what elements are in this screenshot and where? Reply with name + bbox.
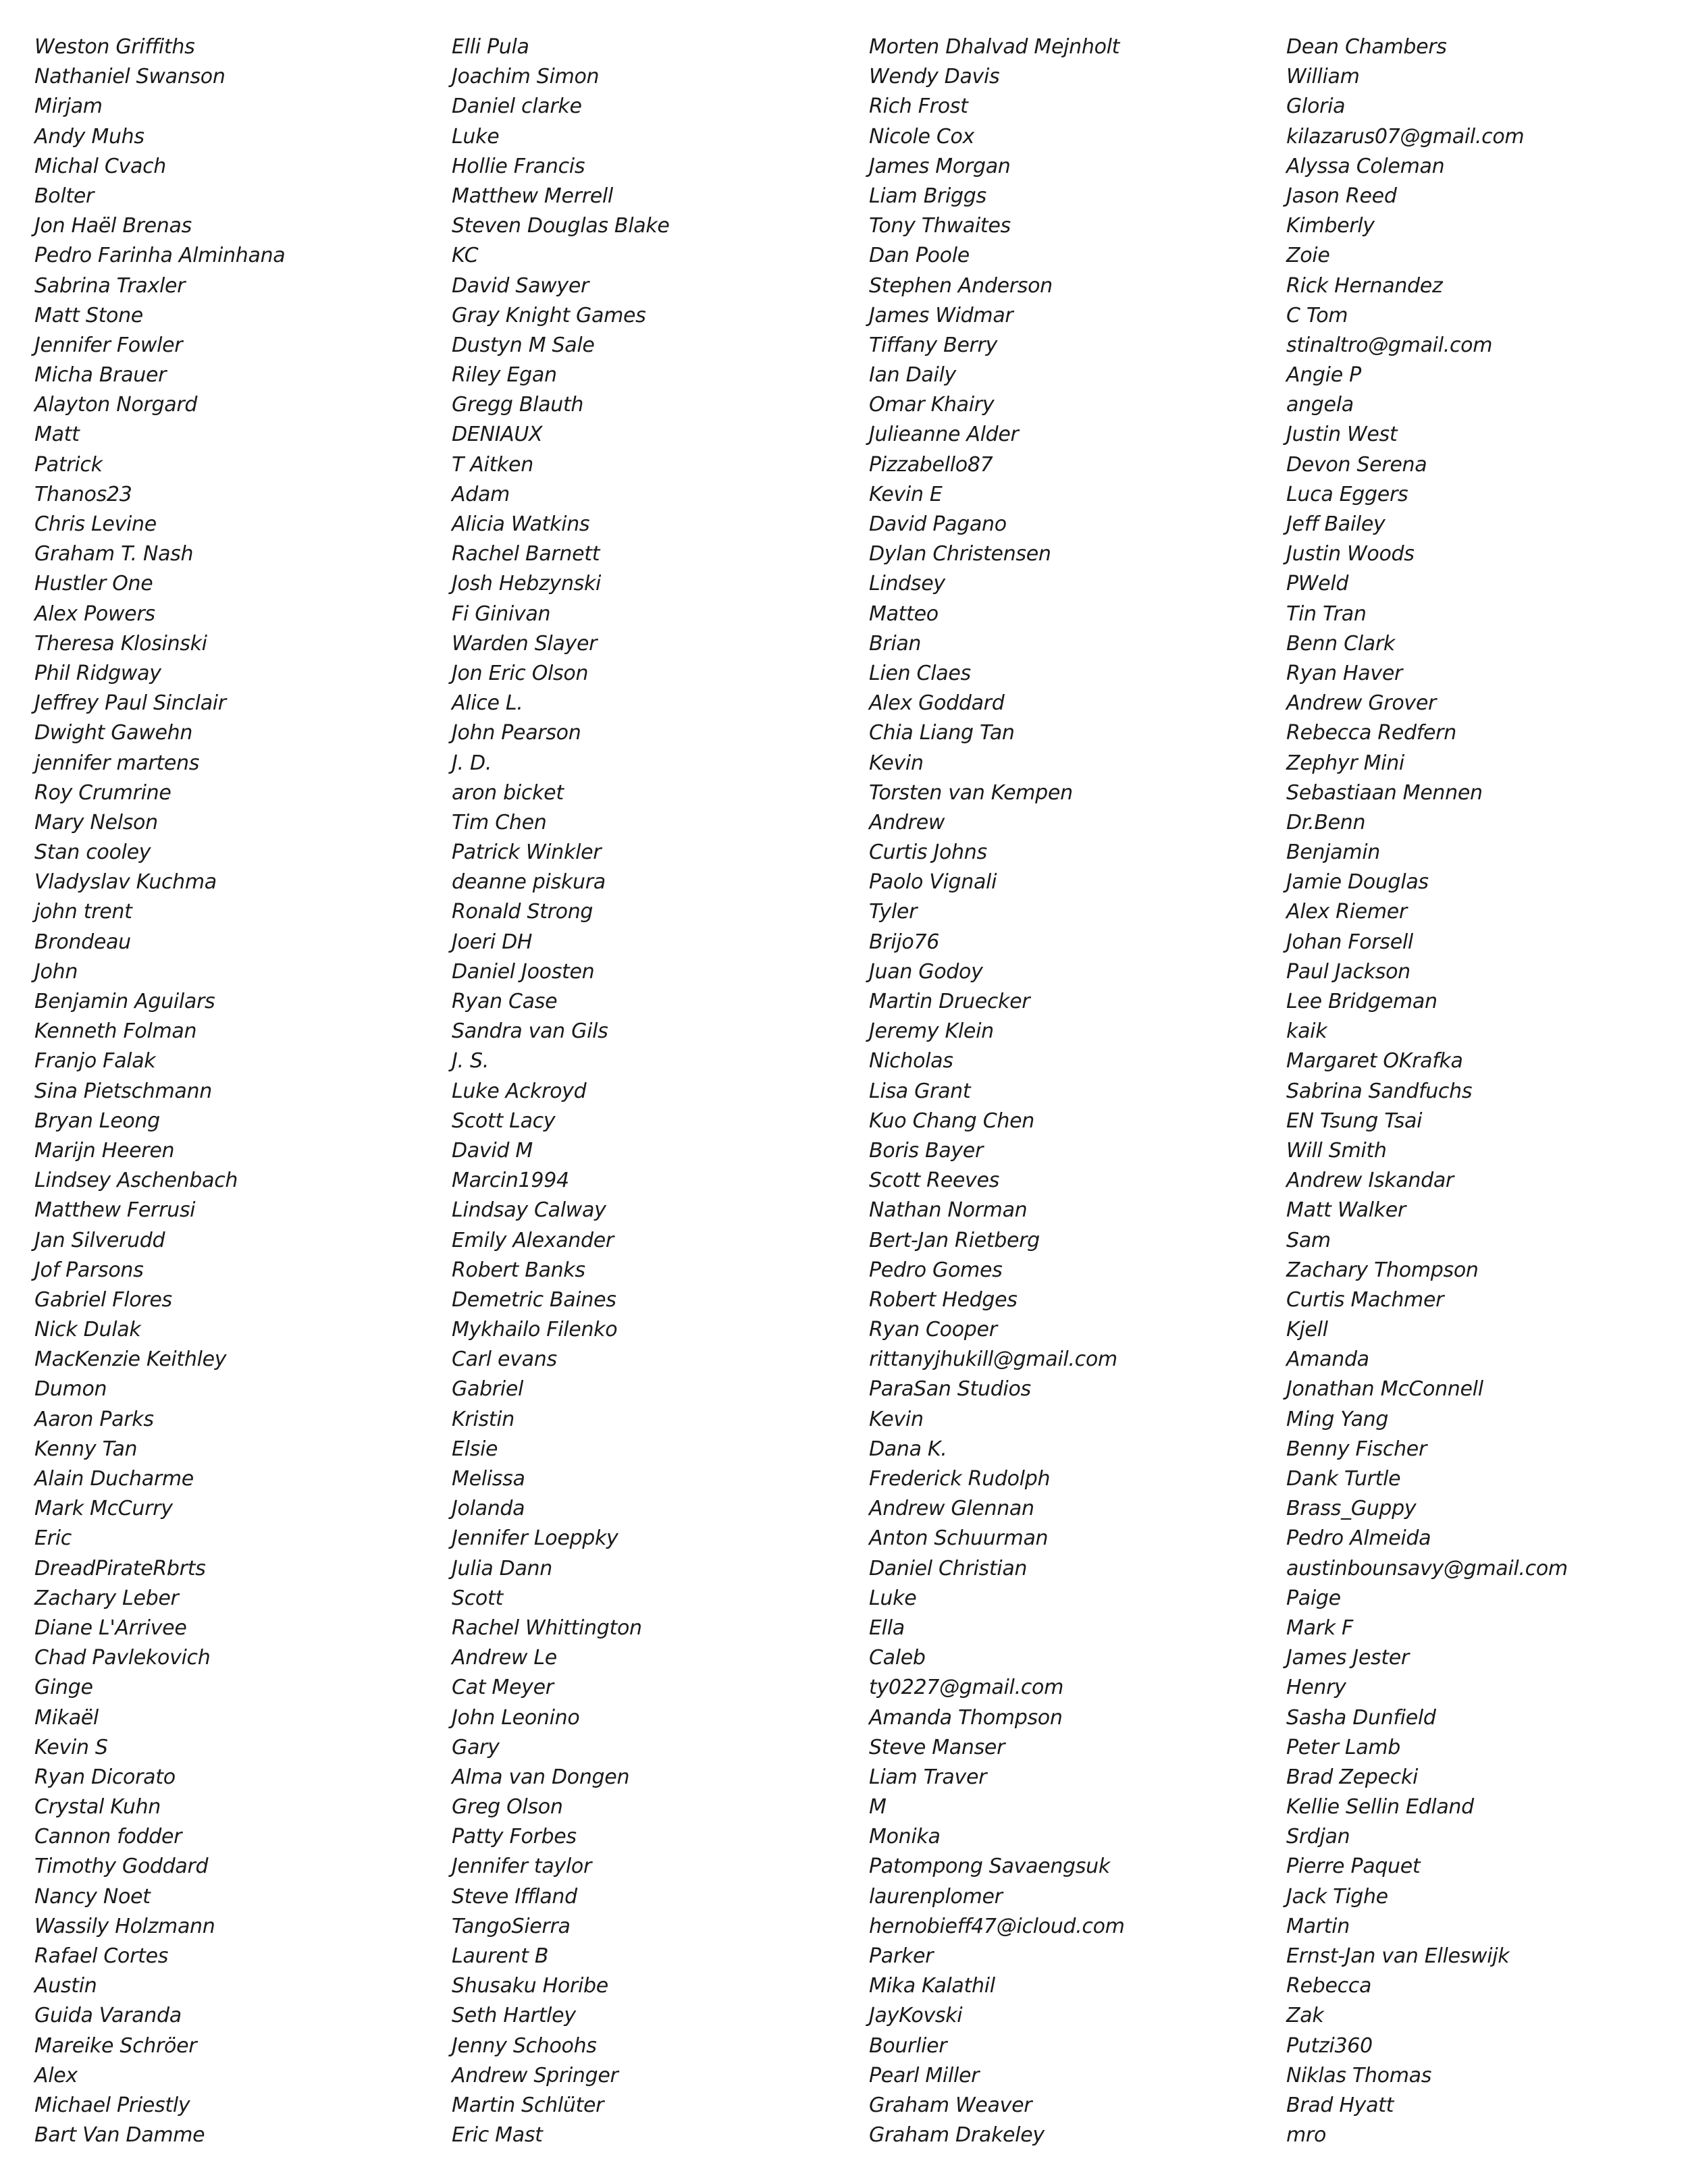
name-entry: Dana K. xyxy=(869,1437,947,1461)
name-entry: Ernst-Jan van Elleswijk xyxy=(1286,1944,1510,1968)
name-entry: Franjo Falak xyxy=(34,1049,156,1073)
name-entry: Niklas Thomas xyxy=(1286,2063,1432,2087)
name-entry: Alice L. xyxy=(452,691,523,716)
name-entry: Paul Jackson xyxy=(1286,959,1410,984)
name-entry: Weston Griffiths xyxy=(34,35,195,59)
name-entry: Bryan Leong xyxy=(34,1109,160,1133)
name-entry: Jof Parsons xyxy=(34,1258,144,1282)
name-entry: Shusaku Horibe xyxy=(452,1974,608,1998)
name-entry: Andrew Springer xyxy=(452,2063,618,2087)
name-entry: Kristin xyxy=(452,1407,515,1431)
name-entry: Alain Ducharme xyxy=(34,1467,194,1491)
name-entry: Jon Eric Olson xyxy=(452,661,589,685)
name-entry: Jon Haël Brenas xyxy=(34,214,192,238)
name-entry: Caleb xyxy=(869,1646,926,1670)
name-entry: Andrew Iskandar xyxy=(1286,1169,1454,1193)
name-entry: rittanyjhukill@gmail.com xyxy=(869,1348,1117,1372)
name-entry: Kevin S xyxy=(34,1735,108,1759)
name-entry: Andy Muhs xyxy=(34,124,144,149)
name-entry: Matt Stone xyxy=(34,303,143,327)
name-entry: Johan Forsell xyxy=(1286,930,1413,954)
name-entry: Jennifer Fowler xyxy=(34,333,183,357)
name-entry: Laurent B xyxy=(452,1944,549,1968)
name-entry: Srdjan xyxy=(1286,1825,1350,1849)
name-entry: DENIAUX xyxy=(452,423,543,447)
name-entry: Kuo Chang Chen xyxy=(869,1109,1034,1133)
name-entry: Patty Forbes xyxy=(452,1825,577,1849)
name-entry: Kjell xyxy=(1286,1318,1328,1342)
name-entry: Luke xyxy=(452,124,500,149)
name-entry: Torsten van Kempen xyxy=(869,780,1073,805)
names-column-1 xyxy=(34,32,440,2150)
name-entry: Matt xyxy=(34,423,80,447)
name-entry: David Sawyer xyxy=(452,273,589,298)
name-entry: Lisa Grant xyxy=(869,1079,971,1103)
name-entry: Melissa xyxy=(452,1467,525,1491)
name-entry: Dan Poole xyxy=(869,244,970,268)
name-entry: Sebastiaan Mennen xyxy=(1286,780,1483,805)
name-entry: Rebecca Redfern xyxy=(1286,721,1456,745)
name-entry: Graham Weaver xyxy=(869,2093,1032,2117)
name-entry: Andrew xyxy=(869,810,945,834)
name-entry: DreadPirateRbrts xyxy=(34,1556,206,1580)
name-entry: Paolo Vignali xyxy=(869,870,997,895)
name-entry: Gray Knight Games xyxy=(452,303,646,327)
name-entry: J. D. xyxy=(452,751,492,775)
name-entry: Liam Briggs xyxy=(869,184,986,208)
name-entry: David M xyxy=(452,1138,533,1163)
name-entry: John Pearson xyxy=(452,721,581,745)
name-entry: Julia Dann xyxy=(452,1556,552,1580)
name-entry: Jeremy Klein xyxy=(869,1019,994,1044)
name-entry: Alex Powers xyxy=(34,602,155,626)
name-entry: Sabrina Sandfuchs xyxy=(1286,1079,1473,1103)
name-entry: Matthew Merrell xyxy=(452,184,613,208)
name-entry: Sina Pietschmann xyxy=(34,1079,212,1103)
name-entry: Matteo xyxy=(869,602,939,626)
name-entry: hernobieff47@icloud.com xyxy=(869,1914,1125,1938)
name-entry: Timothy Goddard xyxy=(34,1855,209,1879)
name-entry: Ginge xyxy=(34,1676,93,1700)
names-column-2 xyxy=(452,32,857,2150)
name-entry: Mikaël xyxy=(34,1705,99,1730)
name-entry: Jason Reed xyxy=(1286,184,1397,208)
name-entry: Kenny Tan xyxy=(34,1437,138,1461)
name-entry: Jennifer Loeppky xyxy=(452,1526,618,1551)
name-entry: Mareike Schröer xyxy=(34,2033,197,2058)
name-entry: Riley Egan xyxy=(452,363,557,388)
name-entry: Tim Chen xyxy=(452,810,547,834)
name-entry: Brian xyxy=(869,631,922,656)
name-entry: Rafael Cortes xyxy=(34,1944,169,1968)
name-entry: Kellie Sellin Edland xyxy=(1286,1795,1474,1819)
name-entry: Bert-Jan Rietberg xyxy=(869,1228,1040,1252)
name-entry: Pizzabello87 xyxy=(869,452,993,477)
name-entry: mro xyxy=(1286,2123,1327,2148)
name-entry: austinbounsavy@gmail.com xyxy=(1286,1556,1568,1580)
name-entry: Aaron Parks xyxy=(34,1407,154,1431)
name-entry: Scott Lacy xyxy=(452,1109,556,1133)
name-entry: EN Tsung Tsai xyxy=(1286,1109,1423,1133)
name-entry: Ryan Haver xyxy=(1286,661,1403,685)
name-entry: Ryan Case xyxy=(452,990,558,1013)
name-entry: Brad Hyatt xyxy=(1286,2093,1394,2117)
name-entry: Paige xyxy=(1286,1586,1341,1610)
name-entry: James Morgan xyxy=(869,154,1011,178)
name-entry: Rick Hernandez xyxy=(1286,273,1443,298)
name-entry: Cat Meyer xyxy=(452,1676,554,1700)
name-entry: Kimberly xyxy=(1286,214,1375,238)
name-entry: Brad Zepecki xyxy=(1286,1765,1418,1789)
name-entry: Joeri DH xyxy=(452,930,533,954)
name-entry: Zak xyxy=(1286,2004,1324,2028)
name-entry: Parker xyxy=(869,1944,934,1968)
names-column-4 xyxy=(1286,32,1688,2150)
name-entry: Brijo76 xyxy=(869,930,940,954)
name-entry: Seth Hartley xyxy=(452,2004,576,2028)
name-entry: Scott xyxy=(452,1586,503,1610)
name-entry: Pedro Gomes xyxy=(869,1258,1003,1282)
name-entry: kaik xyxy=(1286,1019,1327,1044)
name-entry: Lien Claes xyxy=(869,661,971,685)
name-entry: Martin Schlüter xyxy=(452,2093,604,2117)
name-entry: Zachary Thompson xyxy=(1286,1258,1479,1282)
names-column-3 xyxy=(869,32,1274,2150)
name-entry: James Widmar xyxy=(869,303,1013,327)
name-entry: Pierre Paquet xyxy=(1286,1855,1421,1879)
name-entry: Alyssa Coleman xyxy=(1286,154,1445,178)
name-entry: Ronald Strong xyxy=(452,900,594,924)
name-entry: Angie P xyxy=(1286,363,1361,388)
name-entry: Jennifer taylor xyxy=(452,1855,591,1879)
name-entry: Jeff Bailey xyxy=(1286,512,1386,536)
name-entry: KC xyxy=(452,244,479,268)
name-entry: Austin xyxy=(34,1974,97,1998)
name-entry: Graham T. Nash xyxy=(34,542,194,566)
name-entry: Zachary Leber xyxy=(34,1586,179,1610)
name-entry: Lee Bridgeman xyxy=(1286,990,1438,1013)
name-entry: Julieanne Alder xyxy=(869,423,1019,447)
name-entry: Gabriel xyxy=(452,1377,524,1402)
name-entry: Omar Khairy xyxy=(869,393,995,417)
name-entry: Brondeau xyxy=(34,930,131,954)
name-entry: Putzi360 xyxy=(1286,2033,1373,2058)
name-entry: Morten Dhalvad Mejnholt xyxy=(869,35,1120,59)
name-entry: Patompong Savaengsuk xyxy=(869,1855,1110,1879)
name-entry: Sasha Dunfield xyxy=(1286,1705,1436,1730)
name-entry: J. S. xyxy=(452,1049,489,1073)
name-entry: Robert Hedges xyxy=(869,1287,1018,1312)
name-entry: Andrew Glennan xyxy=(869,1497,1034,1521)
name-entry: Micha Brauer xyxy=(34,363,167,388)
name-entry: Robert Banks xyxy=(452,1258,585,1282)
name-entry: Benjamin xyxy=(1286,841,1380,865)
name-entry: T Aitken xyxy=(452,452,533,477)
name-entry: Pedro Farinha Alminhana xyxy=(34,244,286,268)
name-entry: William xyxy=(1286,65,1360,89)
name-entry: Matthew Ferrusi xyxy=(34,1198,196,1223)
name-entry: Wassily Holzmann xyxy=(34,1914,215,1938)
name-entry: James Jester xyxy=(1286,1646,1409,1670)
name-entry: Nicole Cox xyxy=(869,124,975,149)
name-entry: Devon Serena xyxy=(1286,452,1427,477)
name-entry: Sandra van Gils xyxy=(452,1019,608,1044)
name-entry: Jenny Schoohs xyxy=(452,2033,597,2058)
name-entry: Chia Liang Tan xyxy=(869,721,1015,745)
name-entry: Hustler One xyxy=(34,572,153,596)
name-entry: Brass_Guppy xyxy=(1286,1497,1417,1521)
name-entry: Benn Clark xyxy=(1286,631,1395,656)
name-entry: Marijn Heeren xyxy=(34,1138,175,1163)
name-entry: Chris Levine xyxy=(34,512,157,536)
name-entry: Tyler xyxy=(869,900,918,924)
name-entry: Alex xyxy=(34,2063,78,2087)
name-entry: Justin West xyxy=(1286,423,1398,447)
name-entry: Theresa Klosinski xyxy=(34,631,207,656)
name-entry: Stan cooley xyxy=(34,841,151,865)
name-entry: Jeffrey Paul Sinclair xyxy=(34,691,226,716)
name-entry: Jan Silverudd xyxy=(34,1228,165,1252)
name-entry: TangoSierra xyxy=(452,1914,571,1938)
name-entry: Dwight Gawehn xyxy=(34,721,193,745)
name-entry: Liam Traver xyxy=(869,1765,987,1789)
name-entry: Dustyn M Sale xyxy=(452,333,595,357)
name-entry: Warden Slayer xyxy=(452,631,598,656)
name-entry: Luke xyxy=(869,1586,917,1610)
name-entry: Michael Priestly xyxy=(34,2093,190,2117)
name-entry: Guida Varanda xyxy=(34,2004,182,2028)
name-entry: kilazarus07@gmail.com xyxy=(1286,124,1525,149)
name-entry: Martin xyxy=(1286,1914,1350,1938)
name-entry: Zoie xyxy=(1286,244,1330,268)
name-entry: Jonathan McConnell xyxy=(1286,1377,1483,1402)
name-entry: Michal Cvach xyxy=(34,154,166,178)
name-entry: Adam xyxy=(452,482,510,506)
name-entry: angela xyxy=(1286,393,1354,417)
name-entry: David Pagano xyxy=(869,512,1007,536)
name-entry: Elli Pula xyxy=(452,35,529,59)
name-entry: Andrew Grover xyxy=(1286,691,1437,716)
name-entry: Martin Druecker xyxy=(869,990,1030,1013)
name-entry: Ian Daily xyxy=(869,363,956,388)
name-entry: Chad Pavlekovich xyxy=(34,1646,211,1670)
name-entry: Diane L'Arrivee xyxy=(34,1616,187,1640)
name-entry: deanne piskura xyxy=(452,870,606,895)
name-entry: Henry xyxy=(1286,1676,1346,1700)
name-entry: John xyxy=(34,959,78,984)
name-entry: Gregg Blauth xyxy=(452,393,584,417)
name-entry: Jolanda xyxy=(452,1497,525,1521)
name-entry: Elsie xyxy=(452,1437,498,1461)
name-entry: Nick Dulak xyxy=(34,1318,141,1342)
name-entry: Ryan Dicorato xyxy=(34,1765,176,1789)
name-entry: Nicholas xyxy=(869,1049,953,1073)
name-entry: John Leonino xyxy=(452,1705,580,1730)
name-entry: PWeld xyxy=(1286,572,1349,596)
name-entry: Benjamin Aguilars xyxy=(34,990,215,1013)
name-entry: Marcin1994 xyxy=(452,1169,569,1193)
name-entry: Mykhailo Filenko xyxy=(452,1318,618,1342)
name-entry: Gary xyxy=(452,1735,500,1759)
name-entry: Jamie Douglas xyxy=(1286,870,1429,895)
name-entry: Ella xyxy=(869,1616,905,1640)
name-entry: Demetric Baines xyxy=(452,1287,616,1312)
name-entry: Steven Douglas Blake xyxy=(452,214,670,238)
name-entry: Sam xyxy=(1286,1228,1331,1252)
name-entry: Peter Lamb xyxy=(1286,1735,1401,1759)
name-entry: Mirjam xyxy=(34,95,103,119)
name-entry: MacKenzie Keithley xyxy=(34,1348,227,1372)
name-entry: Mark McCurry xyxy=(34,1497,173,1521)
name-entry: Dr.Benn xyxy=(1286,810,1366,834)
name-entry: Kevin xyxy=(869,751,924,775)
name-entry: Dank Turtle xyxy=(1286,1467,1401,1491)
name-entry: Juan Godoy xyxy=(869,959,983,984)
name-entry: Rebecca xyxy=(1286,1974,1372,1998)
name-entry: Eric xyxy=(34,1526,72,1551)
name-entry: Mark F xyxy=(1286,1616,1353,1640)
name-entry: Curtis Johns xyxy=(869,841,987,865)
name-entry: Dean Chambers xyxy=(1286,35,1447,59)
name-entry: Greg Olson xyxy=(452,1795,563,1819)
name-entry: Alicia Watkins xyxy=(452,512,590,536)
name-entry: Daniel Joosten xyxy=(452,959,595,984)
name-entry: Mary Nelson xyxy=(34,810,158,834)
name-entry: Rachel Barnett xyxy=(452,542,600,566)
name-entry: Josh Hebzynski xyxy=(452,572,602,596)
name-entry: Mika Kalathil xyxy=(869,1974,995,1998)
name-entry: Vladyslav Kuchma xyxy=(34,870,217,895)
name-entry: Nathaniel Swanson xyxy=(34,65,226,89)
name-entry: Justin Woods xyxy=(1286,542,1415,566)
name-entry: Benny Fischer xyxy=(1286,1437,1427,1461)
name-entry: Steve Iffland xyxy=(452,1884,577,1909)
name-entry: Lindsey xyxy=(869,572,945,596)
name-entry: Bourlier xyxy=(869,2033,947,2058)
name-entry: Hollie Francis xyxy=(452,154,585,178)
name-entry: Lindsey Aschenbach xyxy=(34,1169,238,1193)
name-entry: Alex Riemer xyxy=(1286,900,1407,924)
name-entry: stinaltro@gmail.com xyxy=(1286,333,1493,357)
name-entry: Luke Ackroyd xyxy=(452,1079,587,1103)
name-entry: john trent xyxy=(34,900,132,924)
name-entry: Emily Alexander xyxy=(452,1228,614,1252)
name-entry: Monika xyxy=(869,1825,941,1849)
name-entry: Daniel Christian xyxy=(869,1556,1028,1580)
name-entry: Alayton Norgard xyxy=(34,393,198,417)
name-entry: Nathan Norman xyxy=(869,1198,1028,1223)
name-entry: Lindsay Calway xyxy=(452,1198,606,1223)
name-entry: Curtis Machmer xyxy=(1286,1287,1444,1312)
name-entry: Bolter xyxy=(34,184,95,208)
name-entry: Carl evans xyxy=(452,1348,557,1372)
name-entry: Tiffany Berry xyxy=(869,333,998,357)
name-entry: Thanos23 xyxy=(34,482,132,506)
name-entry: Crystal Kuhn xyxy=(34,1795,161,1819)
name-entry: Sabrina Traxler xyxy=(34,273,186,298)
name-entry: Pearl Miller xyxy=(869,2063,980,2087)
name-entry: Tony Thwaites xyxy=(869,214,1011,238)
name-entry: ty0227@gmail.com xyxy=(869,1676,1063,1700)
name-entry: Phil Ridgway xyxy=(34,661,161,685)
name-entry: Patrick xyxy=(34,452,103,477)
name-entry: Margaret OKrafka xyxy=(1286,1049,1463,1073)
name-entry: Dylan Christensen xyxy=(869,542,1051,566)
name-entry: laurenplomer xyxy=(869,1884,1003,1909)
name-entry: Kevin E xyxy=(869,482,943,506)
name-entry: Anton Schuurman xyxy=(869,1526,1049,1551)
name-entry: aron bicket xyxy=(452,780,564,805)
name-entry: Rachel Whittington xyxy=(452,1616,642,1640)
name-entry: M xyxy=(869,1795,887,1819)
name-entry: Tin Tran xyxy=(1286,602,1367,626)
name-entry: Jack Tighe xyxy=(1286,1884,1388,1909)
name-entry: Bart Van Damme xyxy=(34,2123,205,2148)
name-entry: Eric Mast xyxy=(452,2123,543,2148)
name-entry: Matt Walker xyxy=(1286,1198,1406,1223)
name-entry: Rich Frost xyxy=(869,95,968,119)
name-entry: Zephyr Mini xyxy=(1286,751,1404,775)
name-entry: Steve Manser xyxy=(869,1735,1005,1759)
name-entry: ParaSan Studios xyxy=(869,1377,1031,1402)
name-entry: Dumon xyxy=(34,1377,107,1402)
name-entry: Luca Eggers xyxy=(1286,482,1408,506)
name-entry: Will Smith xyxy=(1286,1138,1387,1163)
name-entry: Roy Crumrine xyxy=(34,780,172,805)
name-entry: Boris Bayer xyxy=(869,1138,983,1163)
name-entry: JayKovski xyxy=(869,2004,963,2028)
name-entry: Alex Goddard xyxy=(869,691,1005,716)
name-entry: Daniel clarke xyxy=(452,95,582,119)
name-entry: Stephen Anderson xyxy=(869,273,1053,298)
name-entry: Scott Reeves xyxy=(869,1169,999,1193)
name-entry: Frederick Rudolph xyxy=(869,1467,1051,1491)
name-entry: Amanda xyxy=(1286,1348,1369,1372)
name-entry: Kevin xyxy=(869,1407,924,1431)
name-entry: Gloria xyxy=(1286,95,1346,119)
name-entry: C Tom xyxy=(1286,303,1348,327)
name-entry: Cannon fodder xyxy=(34,1825,182,1849)
name-entry: jennifer martens xyxy=(34,751,200,775)
name-entry: Wendy Davis xyxy=(869,65,1000,89)
name-entry: Joachim Simon xyxy=(452,65,600,89)
name-entry: Graham Drakeley xyxy=(869,2123,1045,2148)
name-entry: Alma van Dongen xyxy=(452,1765,630,1789)
name-entry: Patrick Winkler xyxy=(452,841,602,865)
name-entry: Nancy Noet xyxy=(34,1884,151,1909)
name-entry: Ryan Cooper xyxy=(869,1318,997,1342)
name-entry: Amanda Thompson xyxy=(869,1705,1063,1730)
name-entry: Kenneth Folman xyxy=(34,1019,197,1044)
name-entry: Gabriel Flores xyxy=(34,1287,172,1312)
name-entry: Pedro Almeida xyxy=(1286,1526,1431,1551)
name-entry: Fi Ginivan xyxy=(452,602,551,626)
name-entry: Andrew Le xyxy=(452,1646,557,1670)
name-entry: Ming Yang xyxy=(1286,1407,1389,1431)
